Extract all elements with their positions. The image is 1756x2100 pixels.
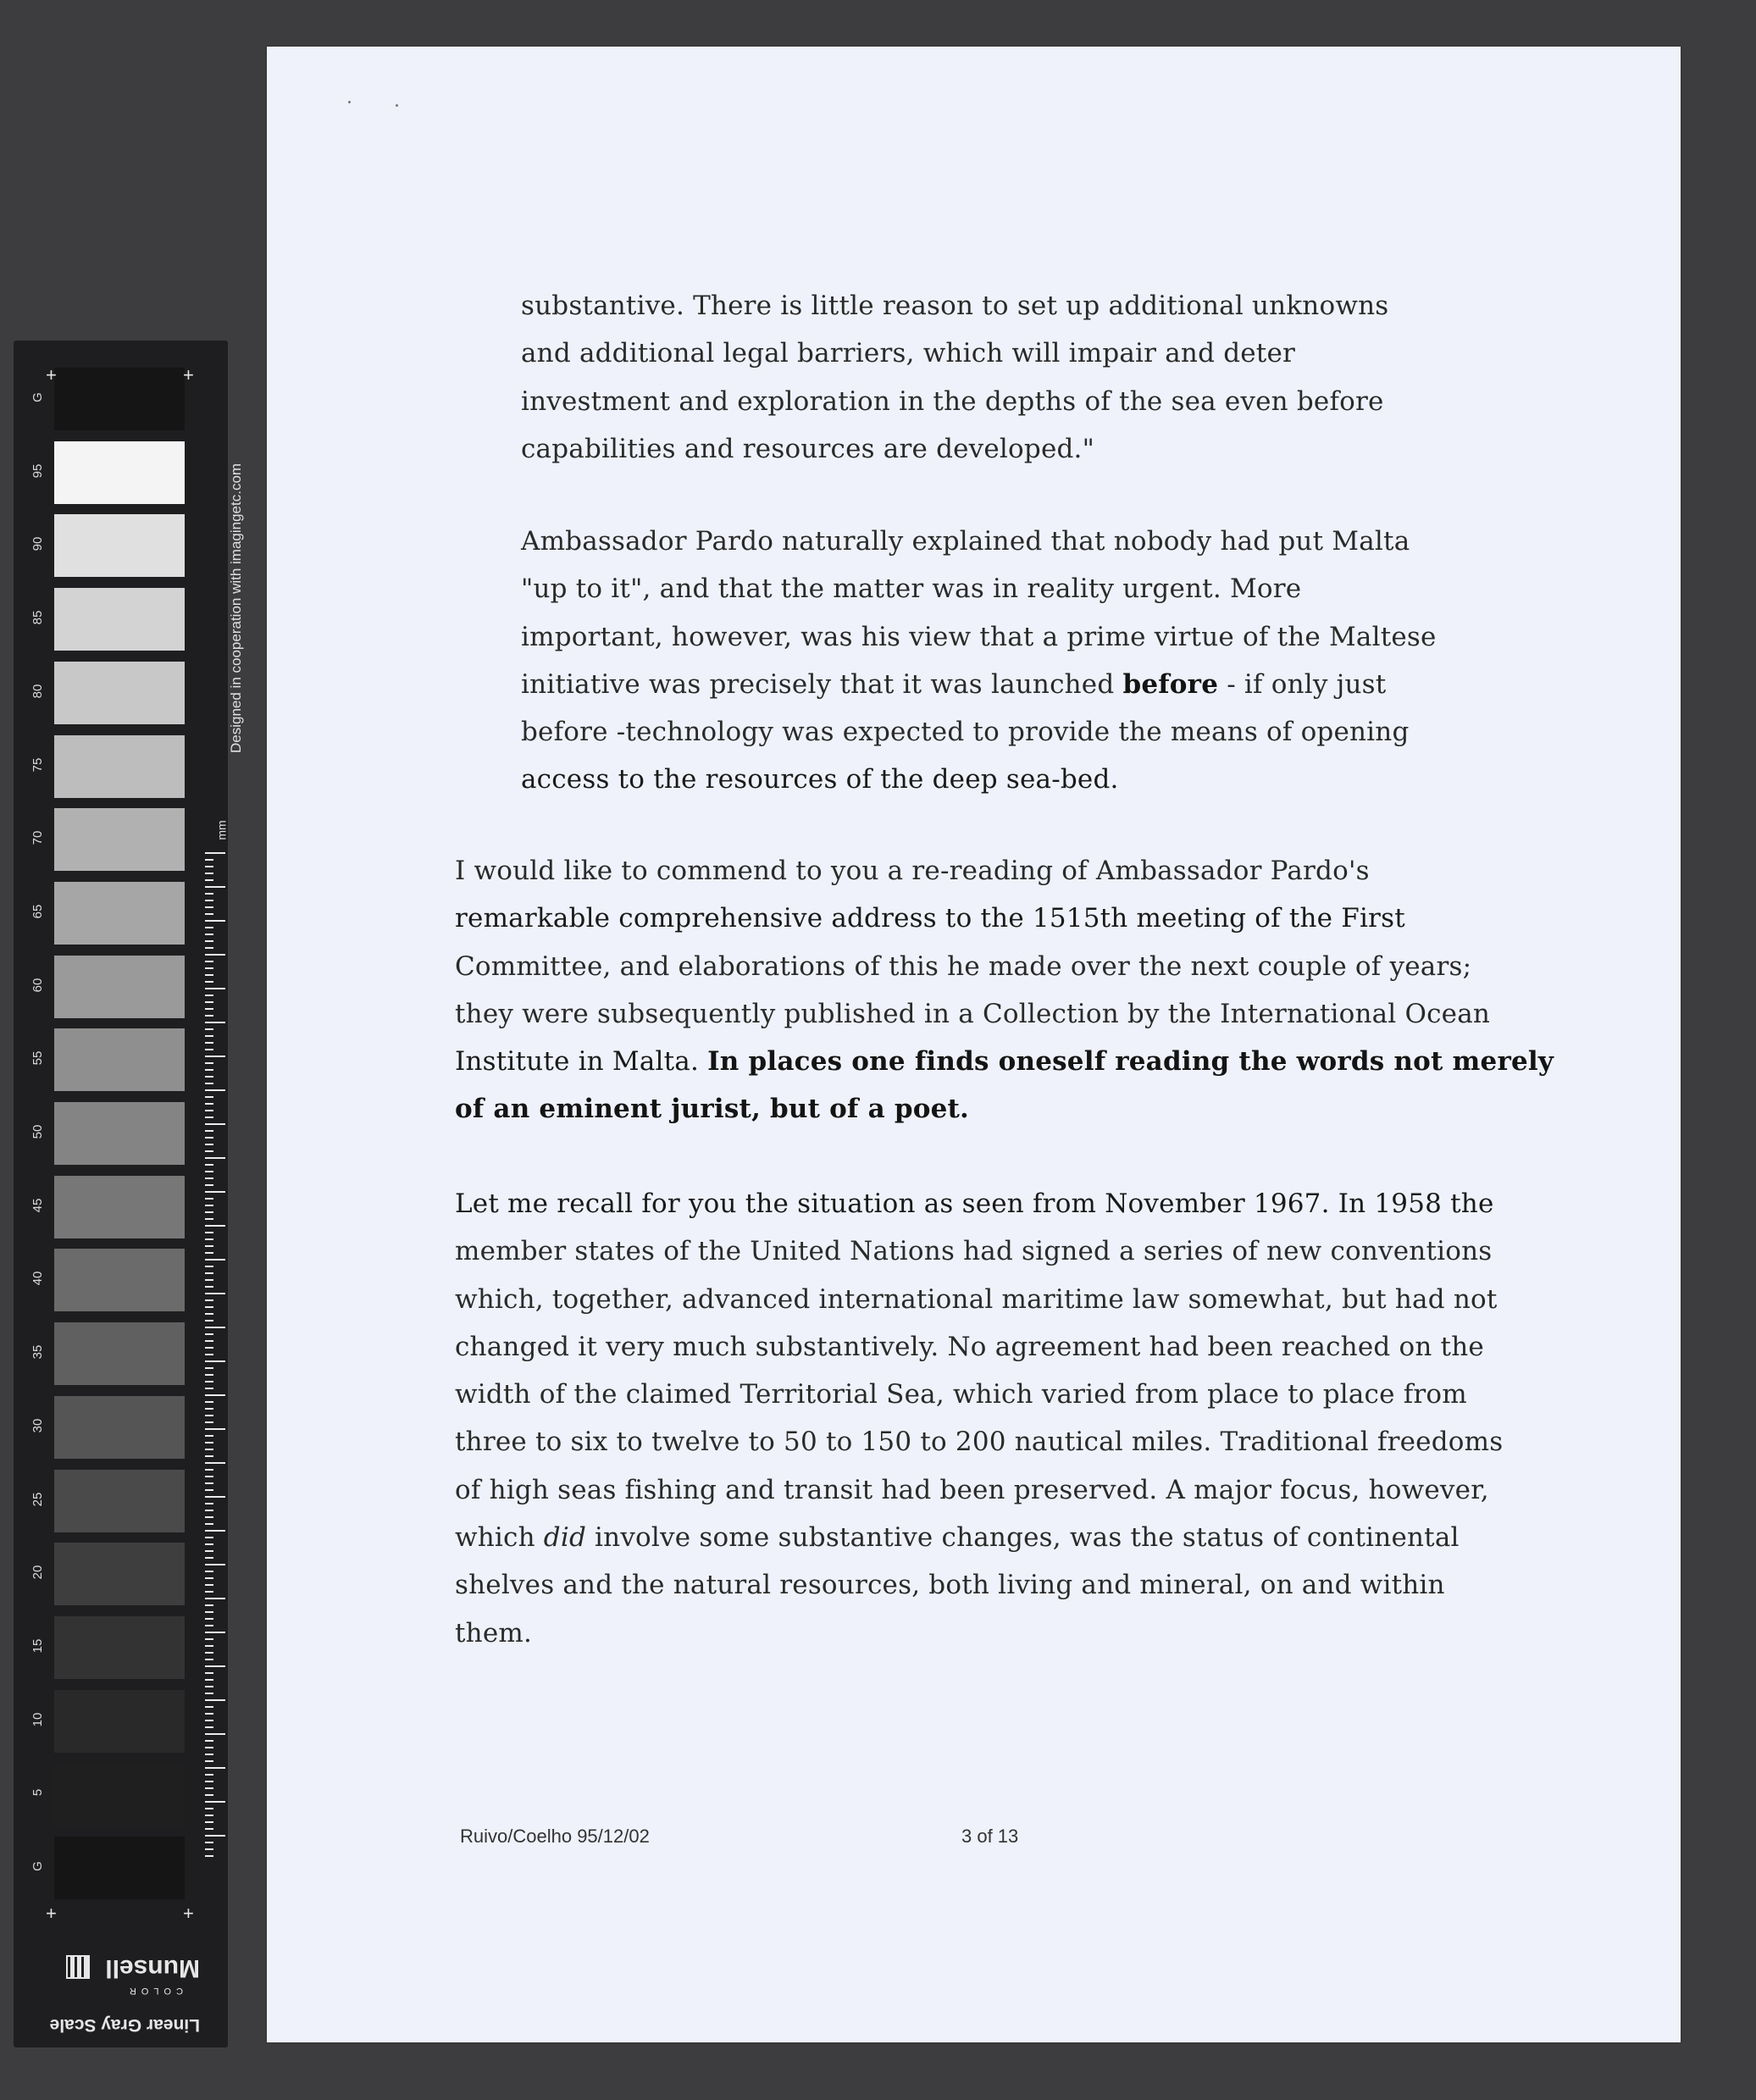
text-line: access to the resources of the deep sea-bed.: [521, 764, 1119, 795]
gray-scale-label: 5: [30, 1789, 45, 1797]
text-line: Institute in Malta. In places one finds oneself reading the words not merely: [455, 1046, 1554, 1078]
text-line: initiative was precisely that it was launched before - if only just: [521, 668, 1387, 700]
gray-swatch: [54, 1470, 185, 1532]
scale-unit: mm: [214, 820, 229, 840]
text-line: which, together, advanced international maritime law somewhat, but had not: [455, 1283, 1498, 1315]
munsell-logo: Linear Gray Scale COLOR Munsell: [49, 1954, 200, 2035]
gray-scale-label: G: [30, 1861, 45, 1871]
paper-speck: [396, 104, 398, 107]
gray-swatch: [54, 1176, 185, 1238]
plus-mark-icon: +: [183, 1903, 194, 1924]
text-line: of high seas fishing and transit had been preserved. A major focus, however,: [455, 1474, 1489, 1505]
text-line: they were subsequently published in a Collection by the International Ocean: [455, 998, 1491, 1029]
paper-speck: [348, 101, 351, 103]
plus-mark-icon: +: [46, 1903, 57, 1924]
gray-swatch: [54, 1616, 185, 1679]
gray-swatch: [54, 368, 185, 430]
gray-swatch: [54, 956, 185, 1018]
text-line: member states of the United Nations had signed a series of new conventions: [455, 1236, 1493, 1267]
gray-scale-label: 40: [30, 1272, 45, 1286]
gray-scale-label: 85: [30, 610, 45, 625]
gray-scale-label: 35: [30, 1344, 45, 1360]
plus-mark-icon: +: [46, 364, 57, 385]
text-line: changed it very much substantively. No agreement had been reached on the: [455, 1331, 1484, 1362]
gray-scale-label: 15: [30, 1638, 45, 1654]
text-line: Committee, and elaborations of this he made over the next couple of years;: [455, 950, 1472, 982]
gray-swatch: [54, 735, 185, 798]
gray-scale-label: 80: [30, 684, 45, 699]
text-line: remarkable comprehensive address to the 1515th meeting of the First: [455, 903, 1405, 934]
text-line: investment and exploration in the depths of the sea even before: [521, 385, 1384, 417]
gray-swatch: [54, 588, 185, 651]
gray-scale-label: G: [30, 392, 45, 402]
footer-reference: Ruivo/Coelho 95/12/02: [460, 1826, 650, 1847]
gray-scale-label: 55: [30, 1050, 45, 1066]
gray-swatch: [54, 1543, 185, 1605]
gray-scale-label: 20: [30, 1565, 45, 1580]
munsell-grid-icon: [66, 1955, 90, 1979]
gray-scale-label: 25: [30, 1492, 45, 1506]
text-line: which did involve some substantive changes, was the status of continental: [455, 1522, 1460, 1554]
text-line: I would like to commend to you a re-reading of Ambassador Pardo's: [455, 856, 1370, 886]
text-line: Let me recall for you the situation as seen from November 1967. In 1958 the: [455, 1189, 1494, 1219]
page-number: 3 of 13: [961, 1826, 1019, 1847]
gray-scale-label: 50: [30, 1124, 45, 1139]
text-line: before -technology was expected to provide the means of opening: [521, 717, 1410, 748]
gray-scale-label: 70: [30, 830, 45, 845]
text-line: shelves and the natural resources, both living and mineral, on and within: [455, 1570, 1445, 1601]
text-line: and additional legal barriers, which will impair and deter: [521, 338, 1296, 369]
gray-swatch: [54, 1322, 185, 1385]
gray-swatch: [54, 1690, 185, 1753]
gray-swatch: [54, 441, 185, 504]
gray-scale-label: 75: [30, 757, 45, 772]
text-line: "up to it", and that the matter was in reality urgent. More: [521, 573, 1302, 605]
plus-mark-icon: +: [183, 364, 194, 385]
gray-scale-label: 45: [30, 1198, 45, 1213]
gray-swatch: [54, 1249, 185, 1311]
gray-swatch: [54, 514, 185, 577]
paragraph-4: [455, 1180, 1503, 1657]
quote-paragraph-1: [521, 282, 1388, 473]
text-line: capabilities and resources are developed.": [521, 433, 1095, 464]
gray-scale-strip: G 95 90 85 80 75 70 65 60 55 50 45 40 35 30 25 20 15 10 5 G + + + + Designed in cooperation with imagingetc.com mm Linear Gray Scale COLOR Munsell: [14, 341, 228, 2047]
emphasis-before: before: [1122, 668, 1219, 700]
emphasis-did: did: [543, 1522, 586, 1554]
gray-swatch: [54, 662, 185, 724]
gray-scale-label: 65: [30, 904, 45, 919]
gray-scale-label: 60: [30, 978, 45, 992]
quote-paragraph-2: [521, 518, 1437, 804]
gray-swatch: [54, 1763, 185, 1826]
gray-swatch: [54, 882, 185, 945]
text-line: of an eminent jurist, but of a poet.: [455, 1094, 970, 1125]
gray-scale-label: 90: [30, 537, 45, 551]
emphasis-poet-sentence: In places one finds oneself reading the words not merely: [707, 1046, 1554, 1078]
gray-swatch: [54, 1837, 185, 1899]
text-line: Ambassador Pardo naturally explained that nobody had put Malta: [521, 526, 1410, 557]
gray-swatch: [54, 1028, 185, 1091]
gray-swatch: [54, 1102, 185, 1165]
text-line: substantive. There is little reason to set up additional unknowns: [521, 291, 1389, 321]
text-line: width of the claimed Territorial Sea, which varied from place to place from: [455, 1379, 1467, 1410]
text-line: three to six to twelve to 50 to 150 to 200 nautical miles. Traditional freedoms: [455, 1427, 1504, 1458]
text-line: them.: [455, 1617, 533, 1648]
ruler-major-ticks: [212, 852, 225, 1862]
gray-scale-label: 95: [30, 463, 45, 479]
document-page: [267, 47, 1681, 2042]
gray-swatch: [54, 1396, 185, 1459]
paragraph-3: [455, 847, 1554, 1133]
text-line: important, however, was his view that a prime virtue of the Maltese: [521, 621, 1437, 652]
gray-scale-label: 30: [30, 1418, 45, 1433]
gray-swatch: [54, 808, 185, 871]
gray-scale-label: 10: [30, 1712, 45, 1726]
